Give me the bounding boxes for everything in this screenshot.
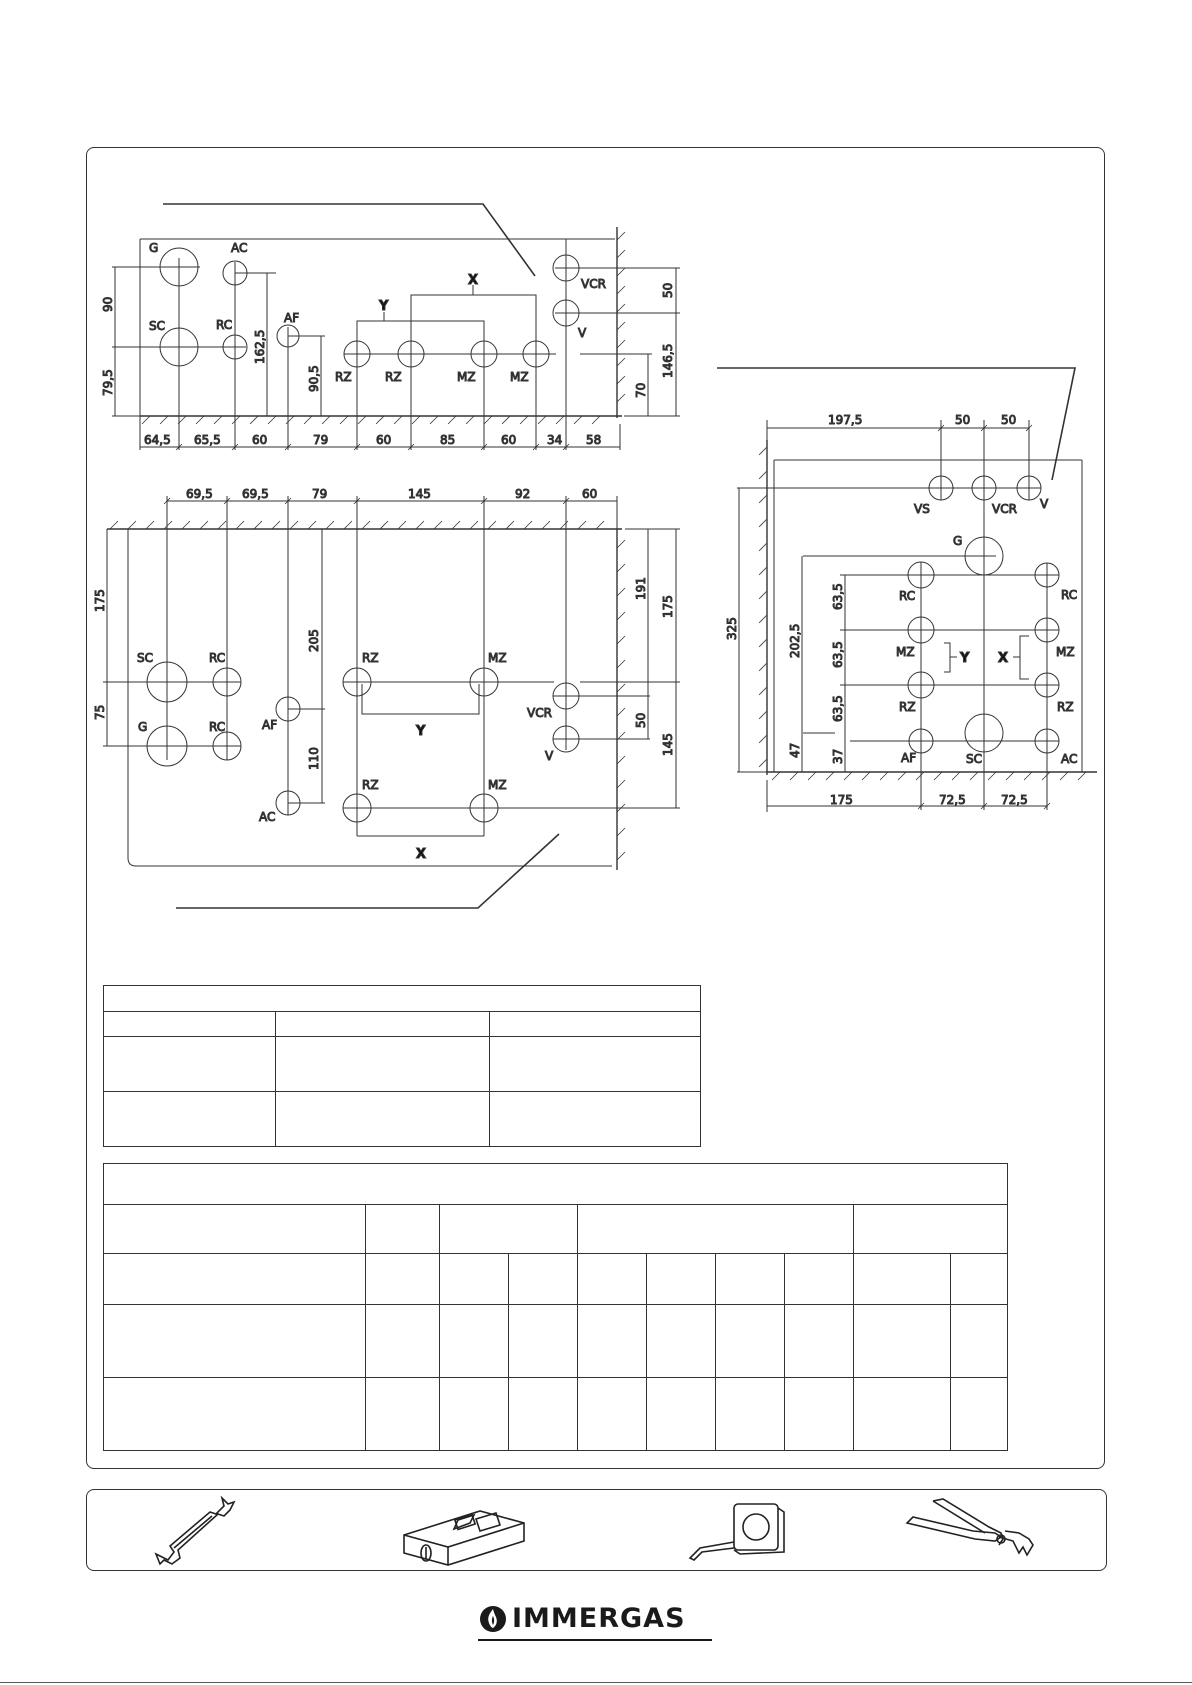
- label-vcr: VCR: [527, 706, 552, 720]
- table-cell: [104, 1378, 366, 1451]
- dim: 325: [725, 617, 739, 640]
- dim: 175: [661, 595, 675, 618]
- page-bottom-rule: [0, 1682, 1192, 1683]
- label-af: AF: [262, 718, 278, 732]
- dim: 191: [634, 577, 648, 600]
- dim: 146,5: [661, 343, 675, 378]
- label-af: AF: [284, 311, 300, 325]
- table-cell: [578, 1254, 647, 1305]
- table-cell: [854, 1305, 951, 1378]
- table-cell: [440, 1305, 509, 1378]
- dim: 79,5: [101, 369, 115, 396]
- dim: 205: [307, 629, 321, 652]
- table-1: [103, 985, 701, 1147]
- dim: 65,5: [194, 433, 221, 447]
- label-v: V: [545, 749, 554, 763]
- immergas-logo: [478, 1602, 712, 1642]
- spirit-level-icon: [400, 1495, 530, 1570]
- table-cell: [440, 1254, 509, 1305]
- dim: 58: [586, 433, 602, 447]
- tape-measure-icon: [688, 1498, 793, 1563]
- table-cell: [951, 1378, 1008, 1451]
- dim: 175: [93, 589, 107, 612]
- label-x: X: [468, 273, 479, 288]
- dim: 79: [313, 433, 329, 447]
- label-rz: RZ: [385, 370, 402, 384]
- label-vcr: VCR: [581, 277, 606, 291]
- label-y: Y: [416, 724, 426, 739]
- table-cell: [104, 1092, 276, 1147]
- table-cell: [276, 1012, 490, 1037]
- dim: 63,5: [831, 583, 845, 610]
- label-mz: MZ: [510, 370, 529, 384]
- label-rc: RC: [209, 651, 226, 665]
- label-g: G: [953, 534, 963, 548]
- dim: 92: [515, 487, 531, 501]
- table-cell: [647, 1305, 716, 1378]
- label-sc: SC: [137, 651, 153, 665]
- dim: 145: [408, 487, 431, 501]
- label-v: V: [1040, 497, 1049, 511]
- label-rz: RZ: [1057, 700, 1074, 714]
- dim: 50: [1001, 413, 1017, 427]
- table-cell: [854, 1205, 1008, 1254]
- table-cell: [104, 1037, 276, 1092]
- logo-underline: [478, 1639, 712, 1641]
- label-rc: RC: [216, 318, 233, 332]
- pliers-icon: [903, 1497, 1043, 1567]
- label-ac: AC: [1061, 752, 1078, 766]
- dim: 85: [440, 433, 456, 447]
- table-cell: [104, 986, 701, 1012]
- table-cell: [716, 1378, 785, 1451]
- dim: 47: [788, 742, 802, 758]
- dim: 197,5: [828, 413, 863, 427]
- dim: 34: [547, 433, 563, 447]
- dim: 37: [831, 748, 845, 764]
- table-cell: [854, 1378, 951, 1451]
- dim: 60: [252, 433, 268, 447]
- table-cell: [785, 1305, 854, 1378]
- dim: 50: [634, 712, 648, 728]
- label-y: Y: [379, 299, 389, 314]
- label-ac: AC: [259, 810, 276, 824]
- dim: 90: [101, 296, 115, 312]
- table-cell: [785, 1254, 854, 1305]
- dim: 50: [955, 413, 971, 427]
- label-mz: MZ: [488, 778, 507, 792]
- table-cell: [854, 1254, 951, 1305]
- dim: 75: [93, 704, 107, 720]
- dim: 60: [582, 487, 598, 501]
- label-sc: SC: [149, 319, 165, 333]
- label-mz: MZ: [1056, 645, 1075, 659]
- table-cell: [578, 1378, 647, 1451]
- brand-name: IMMERGAS: [512, 1603, 686, 1634]
- table-cell: [716, 1254, 785, 1305]
- label-mz: MZ: [896, 645, 915, 659]
- label-af: AF: [901, 751, 917, 765]
- label-y: Y: [960, 651, 970, 666]
- dim: 202,5: [788, 623, 802, 658]
- table-cell: [104, 1164, 1008, 1205]
- label-rz: RZ: [362, 651, 379, 665]
- table-cell: [785, 1378, 854, 1451]
- label-vcr: VCR: [992, 502, 1017, 516]
- label-x: X: [416, 847, 427, 862]
- dim: 72,5: [939, 793, 966, 807]
- label-x: X: [998, 651, 1009, 666]
- label-rz: RZ: [335, 370, 352, 384]
- dim: 63,5: [831, 695, 845, 722]
- front-view-labels: [93, 487, 675, 862]
- label-sc: SC: [966, 752, 982, 766]
- dim: 50: [661, 282, 675, 298]
- label-mz: MZ: [457, 370, 476, 384]
- table-cell: [104, 1012, 276, 1037]
- table-cell: [440, 1205, 578, 1254]
- top-view-drawing: [112, 204, 680, 450]
- label-rc: RC: [1061, 588, 1078, 602]
- table-cell: [366, 1378, 440, 1451]
- table-cell: [647, 1254, 716, 1305]
- dim: 64,5: [144, 433, 171, 447]
- table-cell: [440, 1378, 509, 1451]
- dim: 175: [830, 793, 853, 807]
- dim: 69,5: [186, 487, 213, 501]
- table-cell: [276, 1037, 490, 1092]
- table-cell: [490, 1037, 701, 1092]
- table-cell: [490, 1092, 701, 1147]
- table-cell: [366, 1305, 440, 1378]
- table-cell: [104, 1205, 366, 1254]
- label-g: G: [138, 720, 148, 734]
- dim: 162,5: [253, 329, 267, 364]
- table-cell: [104, 1305, 366, 1378]
- wrench-icon: [150, 1496, 240, 1566]
- table-cell: [366, 1205, 440, 1254]
- table-cell: [951, 1305, 1008, 1378]
- dim: 79: [312, 487, 328, 501]
- table-cell: [578, 1305, 647, 1378]
- table-cell: [509, 1378, 578, 1451]
- label-rz: RZ: [362, 778, 379, 792]
- label-rc: RC: [899, 589, 916, 603]
- table-cell: [509, 1305, 578, 1378]
- dim: 60: [501, 433, 517, 447]
- table-cell: [647, 1378, 716, 1451]
- table-cell: [490, 1012, 701, 1037]
- front-view-drawing: [103, 496, 680, 908]
- dim: 69,5: [242, 487, 269, 501]
- dim: 110: [307, 747, 321, 770]
- label-g: G: [149, 241, 159, 255]
- flame-logo-icon: [478, 1604, 508, 1634]
- dim: 145: [661, 733, 675, 756]
- table-cell: [104, 1254, 366, 1305]
- table-cell: [951, 1254, 1008, 1305]
- label-mz: MZ: [488, 651, 507, 665]
- label-v: V: [578, 326, 587, 340]
- dim: 90,5: [307, 365, 321, 392]
- label-vs: VS: [914, 502, 930, 516]
- dim: 63,5: [831, 641, 845, 668]
- table-2: [103, 1163, 1008, 1451]
- side-view-labels: [725, 413, 1077, 807]
- label-rz: RZ: [899, 700, 916, 714]
- table-cell: [716, 1305, 785, 1378]
- label-rc: RC: [209, 720, 226, 734]
- dim: 60: [376, 433, 392, 447]
- dim: 70: [634, 382, 648, 398]
- table-cell: [509, 1254, 578, 1305]
- dim: 72,5: [1001, 793, 1028, 807]
- table-cell: [366, 1254, 440, 1305]
- table-cell: [276, 1092, 490, 1147]
- table-cell: [578, 1205, 854, 1254]
- label-ac: AC: [231, 241, 248, 255]
